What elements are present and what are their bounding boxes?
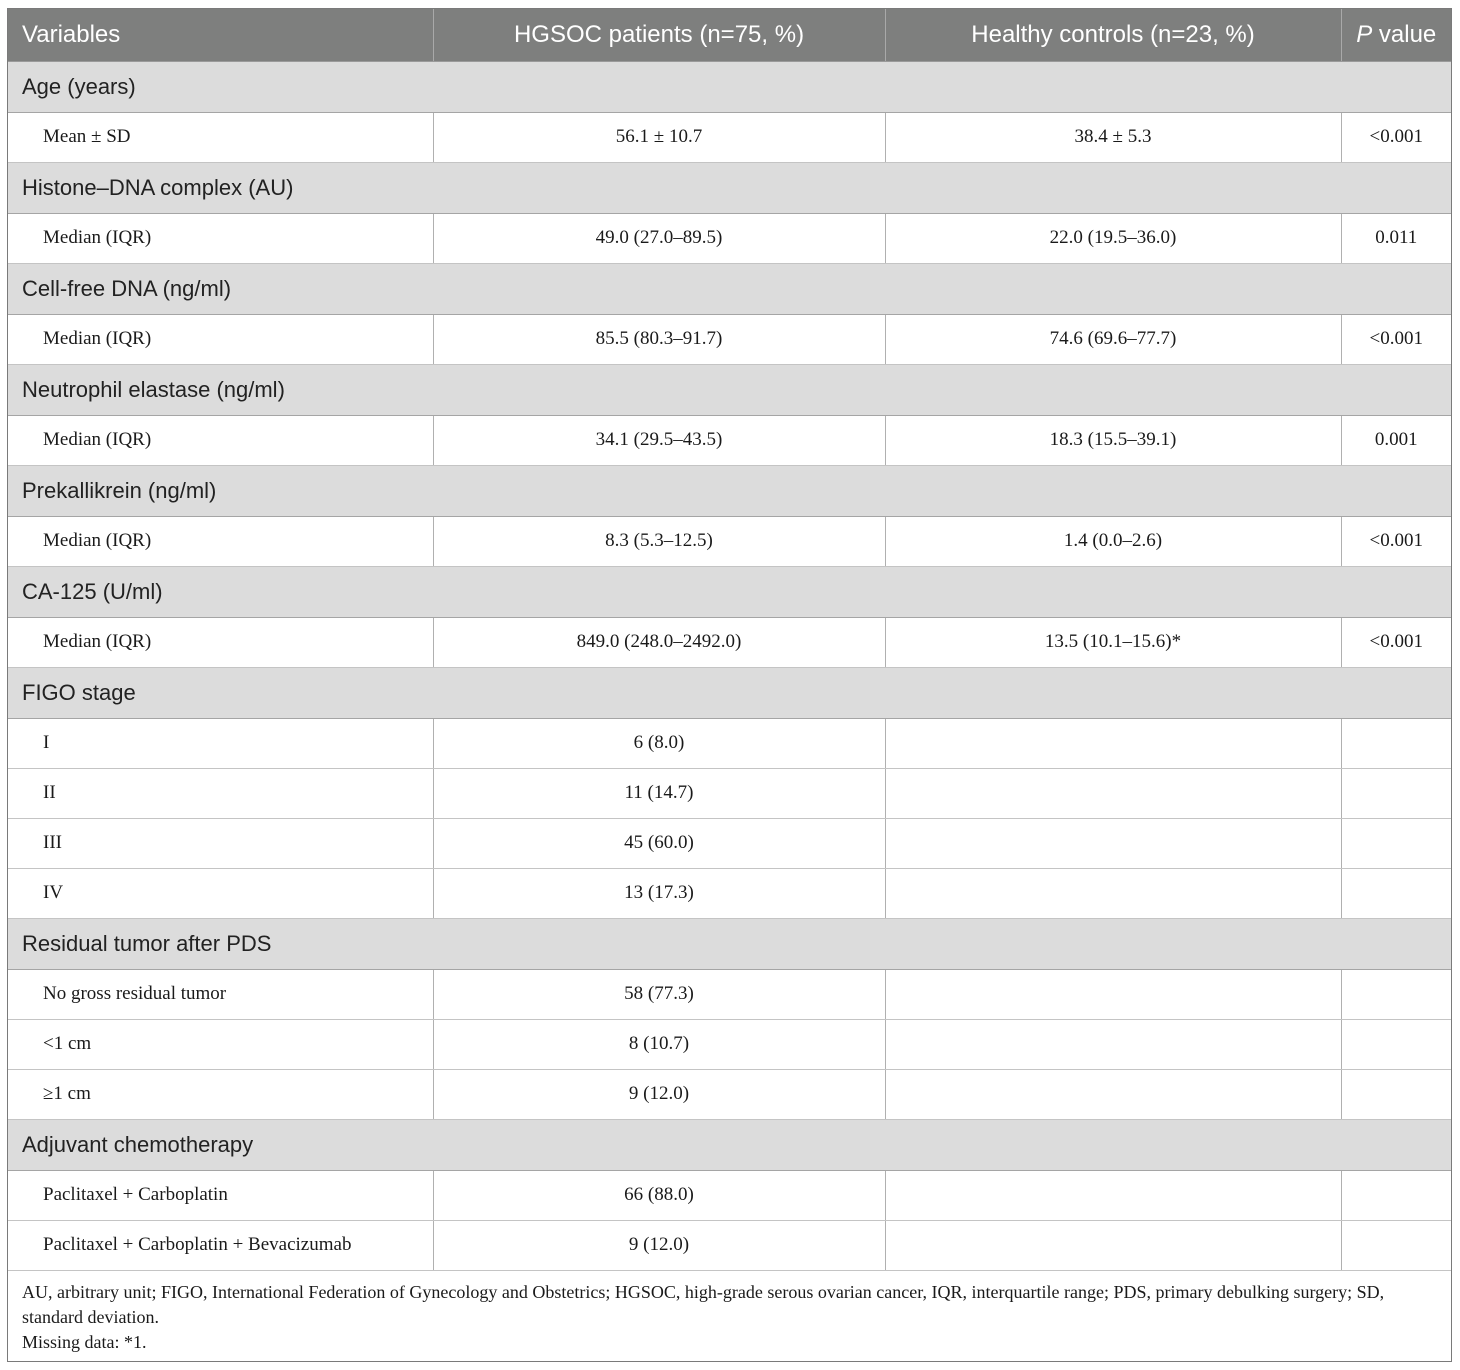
cell-p-value — [1341, 768, 1451, 818]
cell-hgsoc: 49.0 (27.0–89.5) — [433, 213, 885, 263]
header-p-rest: value — [1372, 20, 1437, 48]
cell-hgsoc: 9 (12.0) — [433, 1069, 885, 1119]
table-row — [8, 768, 1451, 818]
row-label: Paclitaxel + Carboplatin — [8, 1170, 433, 1220]
table-row — [8, 314, 1451, 364]
table-row — [8, 112, 1451, 162]
cell-p-value — [1341, 718, 1451, 768]
cell-controls: 74.6 (69.6–77.7) — [885, 314, 1341, 364]
group-row — [8, 263, 1451, 314]
cell-hgsoc: 849.0 (248.0–2492.0) — [433, 617, 885, 667]
row-label: Median (IQR) — [8, 617, 433, 667]
cell-hgsoc: 56.1 ± 10.7 — [433, 112, 885, 162]
row-label: Median (IQR) — [8, 213, 433, 263]
cell-hgsoc: 66 (88.0) — [433, 1170, 885, 1220]
cell-hgsoc: 11 (14.7) — [433, 768, 885, 818]
table-row — [8, 1170, 1451, 1220]
row-label: Mean ± SD — [8, 112, 433, 162]
row-label: <1 cm — [8, 1019, 433, 1069]
group-row — [8, 364, 1451, 415]
cell-controls: 13.5 (10.1–15.6)* — [885, 617, 1341, 667]
header-controls: Healthy controls (n=23, %) — [885, 9, 1341, 61]
cell-p-value — [1341, 1019, 1451, 1069]
header-variables: Variables — [8, 9, 433, 61]
cell-controls — [885, 1220, 1341, 1270]
cell-p-value — [1341, 818, 1451, 868]
group-title: CA-125 (U/ml) — [8, 566, 1451, 617]
group-title: Neutrophil elastase (ng/ml) — [8, 364, 1451, 415]
cell-hgsoc: 8.3 (5.3–12.5) — [433, 516, 885, 566]
footnote-abbreviations: AU, arbitrary unit; FIGO, International Federation of Gynecology and Obstetrics; HGSOC, high-grade serous ovarian cancer, IQR, interquartile range; PDS, primary debulking surgery; SD, standard deviation. — [22, 1281, 1385, 1327]
cell-controls — [885, 868, 1341, 918]
row-label: Median (IQR) — [8, 516, 433, 566]
cell-p-value — [1341, 1220, 1451, 1270]
header-p-italic: P — [1356, 20, 1373, 48]
group-row — [8, 1119, 1451, 1170]
row-label: IV — [8, 868, 433, 918]
group-title: Residual tumor after PDS — [8, 918, 1451, 969]
cell-hgsoc: 9 (12.0) — [433, 1220, 885, 1270]
cell-hgsoc: 58 (77.3) — [433, 969, 885, 1019]
group-title: Age (years) — [8, 61, 1451, 112]
table-row — [8, 213, 1451, 263]
footnote-cell — [8, 1270, 1451, 1362]
group-row — [8, 162, 1451, 213]
group-row — [8, 667, 1451, 718]
table-container — [7, 8, 1452, 1362]
table-row — [8, 1069, 1451, 1119]
table-row — [8, 1019, 1451, 1069]
cell-controls — [885, 969, 1341, 1019]
cell-hgsoc: 8 (10.7) — [433, 1019, 885, 1069]
row-label: Paclitaxel + Carboplatin + Bevacizumab — [8, 1220, 433, 1270]
table-row — [8, 969, 1451, 1019]
row-label: III — [8, 818, 433, 868]
group-title: FIGO stage — [8, 667, 1451, 718]
cell-controls — [885, 1019, 1341, 1069]
cell-hgsoc: 45 (60.0) — [433, 818, 885, 868]
table-row — [8, 415, 1451, 465]
data-table — [8, 9, 1451, 1362]
cell-controls — [885, 718, 1341, 768]
row-label: ≥1 cm — [8, 1069, 433, 1119]
cell-p-value — [1341, 868, 1451, 918]
cell-p-value: <0.001 — [1341, 617, 1451, 667]
cell-hgsoc: 6 (8.0) — [433, 718, 885, 768]
cell-controls — [885, 1069, 1341, 1119]
table-row — [8, 516, 1451, 566]
group-row — [8, 566, 1451, 617]
cell-controls: 18.3 (15.5–39.1) — [885, 415, 1341, 465]
row-label: I — [8, 718, 433, 768]
cell-hgsoc: 85.5 (80.3–91.7) — [433, 314, 885, 364]
table-row — [8, 868, 1451, 918]
cell-p-value: <0.001 — [1341, 516, 1451, 566]
row-label: Median (IQR) — [8, 415, 433, 465]
header-hgsoc: HGSOC patients (n=75, %) — [433, 9, 885, 61]
header-row — [8, 9, 1451, 61]
group-title: Prekallikrein (ng/ml) — [8, 465, 1451, 516]
group-row — [8, 918, 1451, 969]
cell-p-value: 0.011 — [1341, 213, 1451, 263]
table-body — [8, 61, 1451, 1270]
row-label: Median (IQR) — [8, 314, 433, 364]
cell-controls — [885, 1170, 1341, 1220]
cell-p-value — [1341, 1170, 1451, 1220]
cell-p-value: <0.001 — [1341, 112, 1451, 162]
cell-p-value — [1341, 1069, 1451, 1119]
cell-p-value: 0.001 — [1341, 415, 1451, 465]
table-row — [8, 617, 1451, 667]
group-row — [8, 465, 1451, 516]
table-row — [8, 1220, 1451, 1270]
cell-controls: 22.0 (19.5–36.0) — [885, 213, 1341, 263]
table-row — [8, 818, 1451, 868]
footnote-row — [8, 1270, 1451, 1362]
cell-p-value: <0.001 — [1341, 314, 1451, 364]
group-row — [8, 61, 1451, 112]
group-title: Cell-free DNA (ng/ml) — [8, 263, 1451, 314]
cell-controls — [885, 818, 1341, 868]
table-row — [8, 718, 1451, 768]
group-title: Adjuvant chemotherapy — [8, 1119, 1451, 1170]
cell-controls: 1.4 (0.0–2.6) — [885, 516, 1341, 566]
cell-hgsoc: 13 (17.3) — [433, 868, 885, 918]
row-label: II — [8, 768, 433, 818]
header-p-value — [1341, 9, 1451, 61]
group-title: Histone–DNA complex (AU) — [8, 162, 1451, 213]
cell-p-value — [1341, 969, 1451, 1019]
cell-hgsoc: 34.1 (29.5–43.5) — [433, 415, 885, 465]
cell-controls: 38.4 ± 5.3 — [885, 112, 1341, 162]
cell-controls — [885, 768, 1341, 818]
row-label: No gross residual tumor — [8, 969, 433, 1019]
footnote-missing-data: Missing data: *1. — [22, 1331, 147, 1352]
